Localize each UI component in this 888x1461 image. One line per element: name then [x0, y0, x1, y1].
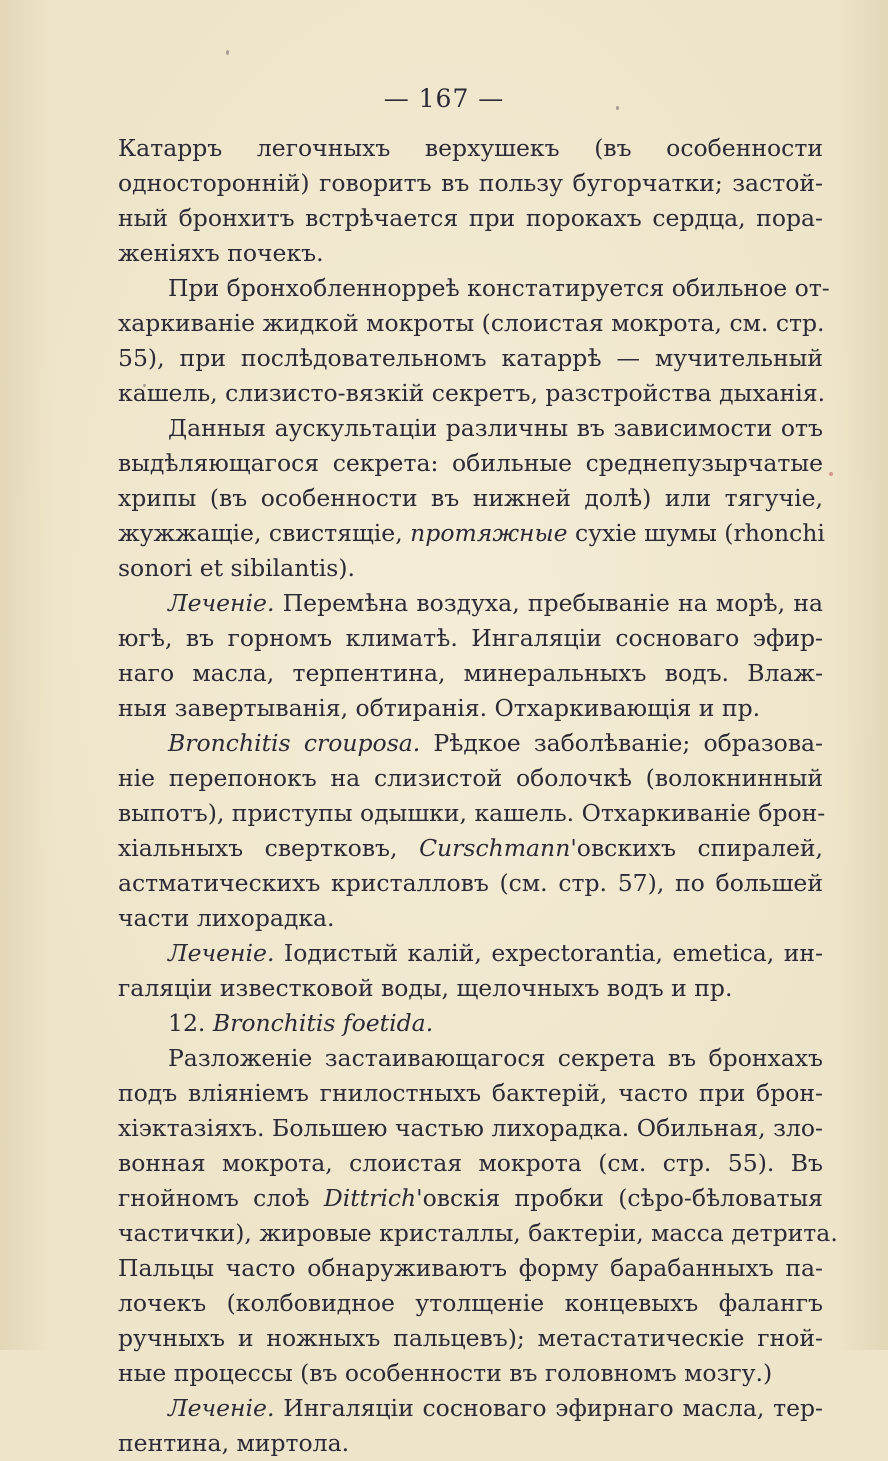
text-line [118, 761, 823, 796]
text-segment: ный бронхитъ встрѣчается при порокахъ сердца, пора- [118, 204, 823, 232]
italic-text: Bronchitis foetida. [212, 1009, 434, 1037]
text-segment: лочекъ (колбовидное утолщеніе концевыхъ фалангъ [118, 1289, 823, 1317]
body-text [118, 131, 838, 1461]
text-segment: гнойномъ слоѣ [118, 1184, 324, 1212]
text-line [118, 411, 823, 446]
text-line [118, 796, 826, 831]
text-line [118, 1111, 823, 1146]
text-segment: галяціи известковой воды, щелочныхъ водъ и пр. [118, 974, 733, 1002]
text-line [118, 376, 826, 411]
text-line [118, 1146, 823, 1181]
text-line [118, 1356, 823, 1391]
text-segment: хрипы (въ особенности въ нижней долѣ) или тягучіе, [118, 484, 823, 512]
text-segment: При бронхобленнорреѣ констатируется обильное от- [168, 274, 830, 302]
text-line [118, 166, 823, 201]
text-segment: Перемѣна воздуха, пребываніе на морѣ, на [274, 589, 823, 617]
text-line [118, 1041, 823, 1076]
text-line [118, 131, 823, 166]
text-segment: 'овскія пробки (сѣро-бѣловатыя [416, 1184, 823, 1212]
text-segment: ные процессы (въ особенности въ головномъ мозгу.) [118, 1359, 773, 1387]
text-segment: Данныя аускультаціи различны въ зависимости отъ [168, 414, 823, 442]
text-segment: женіяхъ почекъ. [118, 239, 324, 267]
text-segment: жужжащіе, свистящіе, [118, 519, 411, 547]
text-line [118, 481, 823, 516]
text-segment: 'овскихъ спиралей, [570, 834, 823, 862]
text-segment: пентина, миртола. [118, 1429, 350, 1457]
text-line [118, 1181, 823, 1216]
text-line [118, 341, 823, 376]
text-line [118, 726, 823, 761]
text-segment: sonori et sibilantis). [118, 554, 355, 582]
ink-speck [226, 50, 229, 55]
italic-text: Леченіе. [168, 589, 275, 617]
text-line [118, 901, 823, 936]
text-segment: Іодистый калій, expectorantia, emetica, ин- [274, 939, 823, 967]
text-segment: односторонній) говоритъ въ пользу бугорчатки; застой- [118, 169, 823, 197]
italic-text: протяжные [410, 519, 568, 547]
text-segment: частички), жировые кристаллы, бактеріи, масса детрита. [118, 1219, 838, 1247]
text-segment: хіэктазіяхъ. Большею частью лихорадка. Обильная, зло- [118, 1114, 823, 1142]
text-segment: выдѣляющагося секрета: обильные среднепузырчатые [118, 449, 823, 477]
text-segment: Ингаляціи сосноваго эфирнаго масла, тер- [274, 1394, 823, 1422]
text-line [118, 1321, 823, 1356]
text-segment: харкиваніе жидкой мокроты (слоистая мокрота, см. стр. [118, 309, 825, 337]
text-line [118, 936, 823, 971]
italic-text: Curschmann [419, 834, 571, 862]
text-line [118, 1076, 823, 1111]
text-line [118, 446, 823, 481]
text-line [118, 621, 823, 656]
ink-speck [829, 472, 833, 476]
text-segment: Пальцы часто обнаруживаютъ форму барабанныхъ па- [118, 1254, 823, 1282]
text-segment: подъ вліяніемъ гнилостныхъ бактерій, часто при брон- [118, 1079, 823, 1107]
text-segment: сухіе шумы (rhonchi [567, 519, 825, 547]
text-segment: Катарръ легочныхъ верхушекъ (въ особенности [118, 134, 823, 162]
text-line [118, 1391, 823, 1426]
text-segment: части лихорадка. [118, 904, 335, 932]
text-segment: ныя завертыванія, обтиранія. Отхаркивающія и пр. [118, 694, 761, 722]
text-segment: кашель, слизисто-вязкій секретъ, разстройства дыханія. [118, 379, 826, 407]
text-segment: выпотъ), приступы одышки, кашель. Отхаркиваніе брон- [118, 799, 826, 827]
text-line [118, 551, 823, 586]
text-segment: 55), при послѣдовательномъ катаррѣ — мучительный [118, 344, 823, 372]
text-line [118, 1251, 823, 1286]
text-segment: вонная мокрота, слоистая мокрота (см. стр. 55). Въ [118, 1149, 823, 1177]
text-line [118, 1006, 823, 1041]
text-line [118, 656, 823, 691]
text-segment: югѣ, въ горномъ климатѣ. Ингаляціи сосноваго эфир- [118, 624, 823, 652]
text-line [118, 866, 823, 901]
text-segment: 12. [168, 1009, 213, 1037]
text-segment: ручныхъ и ножныхъ пальцевъ); метастатическіе гной- [118, 1324, 823, 1352]
text-segment: Рѣдкое заболѣваніе; образова- [420, 729, 823, 757]
text-segment: астматическихъ кристалловъ (см. стр. 57), по большей [118, 869, 823, 897]
text-line [118, 691, 823, 726]
italic-text: Леченіе. [168, 1394, 275, 1422]
text-line [118, 201, 823, 236]
italic-text: Леченіе. [168, 939, 275, 967]
text-line [118, 971, 823, 1006]
text-segment: наго масла, терпентина, минеральныхъ водъ. Влаж- [118, 659, 823, 687]
text-line [118, 271, 830, 306]
text-segment: Разложеніе застаивающагося секрета въ бронхахъ [168, 1044, 823, 1072]
italic-text: Bronchitis crouposa. [168, 729, 421, 757]
text-line [118, 236, 823, 271]
text-line [118, 1286, 823, 1321]
text-line [118, 516, 823, 551]
text-segment: ніе перепонокъ на слизистой оболочкѣ (волокнинный [118, 764, 823, 792]
text-segment: хіальныхъ свертковъ, [118, 834, 420, 862]
italic-text: Dittrich [323, 1184, 417, 1212]
page-number: — 167 — [383, 84, 505, 113]
text-line [118, 1426, 823, 1461]
text-line [118, 831, 823, 866]
text-line [118, 586, 823, 621]
text-line [118, 1216, 838, 1251]
text-line [118, 306, 823, 341]
